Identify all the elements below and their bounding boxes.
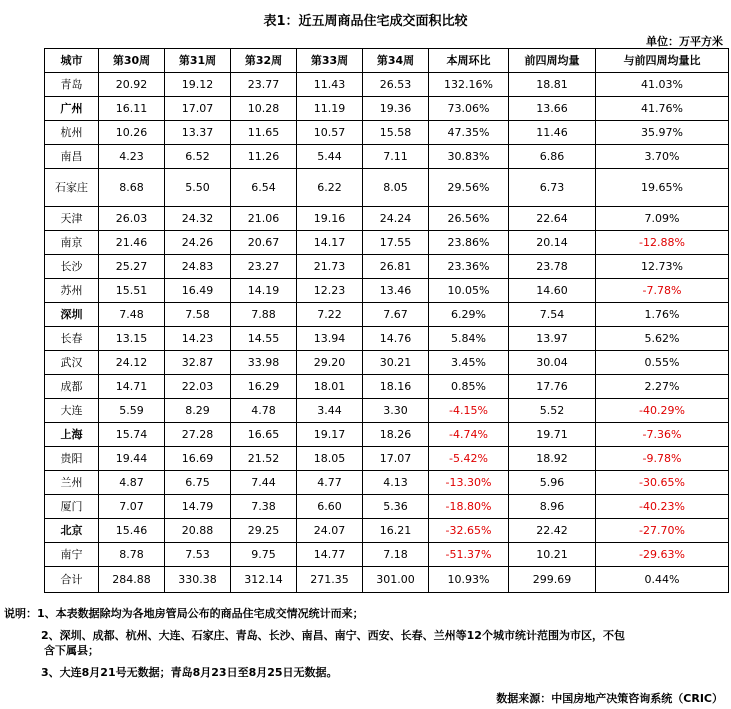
wow-cell: -13.30% [429, 471, 509, 495]
vs_avg-cell: -27.70% [596, 519, 729, 543]
table-row [45, 121, 729, 145]
w34-cell: 26.53 [363, 73, 429, 97]
city-cell: 贵阳 [45, 447, 99, 471]
w34-cell: 14.76 [363, 327, 429, 351]
avg4-cell: 22.64 [509, 207, 596, 231]
w31-cell: 13.37 [165, 121, 231, 145]
w33-cell: 10.57 [297, 121, 363, 145]
w31-cell: 24.83 [165, 255, 231, 279]
w30-cell: 4.23 [99, 145, 165, 169]
w34-cell: 17.55 [363, 231, 429, 255]
city-cell: 北京 [45, 519, 99, 543]
w30-cell: 16.11 [99, 97, 165, 121]
w33-cell: 6.22 [297, 169, 363, 207]
avg4-cell: 22.42 [509, 519, 596, 543]
w32-cell: 23.77 [231, 73, 297, 97]
table-row [45, 145, 729, 169]
avg4-cell: 17.76 [509, 375, 596, 399]
w33-cell: 18.05 [297, 447, 363, 471]
city-cell: 南昌 [45, 145, 99, 169]
w32-cell: 29.25 [231, 519, 297, 543]
w30-cell: 7.48 [99, 303, 165, 327]
city-cell: 广州 [45, 97, 99, 121]
avg4-cell: 6.86 [509, 145, 596, 169]
vs_avg-cell: -30.65% [596, 471, 729, 495]
w33-cell: 19.16 [297, 207, 363, 231]
city-cell: 武汉 [45, 351, 99, 375]
city-cell: 苏州 [45, 279, 99, 303]
table-row [45, 279, 729, 303]
w34-cell: 5.36 [363, 495, 429, 519]
w34-cell: 301.00 [363, 567, 429, 593]
header-avg4: 前四周均量 [509, 49, 596, 73]
w33-cell: 11.19 [297, 97, 363, 121]
vs_avg-cell: 3.70% [596, 145, 729, 169]
w32-cell: 7.88 [231, 303, 297, 327]
w32-cell: 16.29 [231, 375, 297, 399]
w31-cell: 16.69 [165, 447, 231, 471]
header-week-31: 第31周 [165, 49, 231, 73]
w34-cell: 8.05 [363, 169, 429, 207]
avg4-cell: 14.60 [509, 279, 596, 303]
city-cell: 深圳 [45, 303, 99, 327]
w30-cell: 8.68 [99, 169, 165, 207]
w33-cell: 7.22 [297, 303, 363, 327]
w30-cell: 7.07 [99, 495, 165, 519]
vs_avg-cell: -40.23% [596, 495, 729, 519]
w33-cell: 14.77 [297, 543, 363, 567]
w30-cell: 13.15 [99, 327, 165, 351]
data-source: 数据来源：中国房地产决策咨询系统（CRIC） [496, 692, 723, 705]
w30-cell: 19.44 [99, 447, 165, 471]
w31-cell: 6.75 [165, 471, 231, 495]
w33-cell: 271.35 [297, 567, 363, 593]
w31-cell: 6.52 [165, 145, 231, 169]
city-cell: 成都 [45, 375, 99, 399]
unit-label: 单位：万平方米 [646, 35, 723, 48]
w34-cell: 17.07 [363, 447, 429, 471]
vs_avg-cell: -9.78% [596, 447, 729, 471]
w32-cell: 9.75 [231, 543, 297, 567]
w31-cell: 14.23 [165, 327, 231, 351]
w34-cell: 30.21 [363, 351, 429, 375]
w32-cell: 14.19 [231, 279, 297, 303]
vs_avg-cell: 1.76% [596, 303, 729, 327]
table-row [45, 231, 729, 255]
note-2-continued: 含下属县； [44, 644, 99, 657]
w34-cell: 15.58 [363, 121, 429, 145]
wow-cell: 26.56% [429, 207, 509, 231]
city-cell: 青岛 [45, 73, 99, 97]
wow-cell: 73.06% [429, 97, 509, 121]
w33-cell: 18.01 [297, 375, 363, 399]
w34-cell: 18.26 [363, 423, 429, 447]
vs_avg-cell: 19.65% [596, 169, 729, 207]
w31-cell: 330.38 [165, 567, 231, 593]
notes [4, 606, 726, 687]
wow-cell: -4.15% [429, 399, 509, 423]
table-row [45, 303, 729, 327]
avg4-cell: 10.21 [509, 543, 596, 567]
avg4-cell: 7.54 [509, 303, 596, 327]
w33-cell: 4.77 [297, 471, 363, 495]
avg4-cell: 13.66 [509, 97, 596, 121]
w33-cell: 3.44 [297, 399, 363, 423]
table-row [45, 327, 729, 351]
w32-cell: 10.28 [231, 97, 297, 121]
w31-cell: 24.32 [165, 207, 231, 231]
header-wow: 本周环比 [429, 49, 509, 73]
w32-cell: 14.55 [231, 327, 297, 351]
note-2: 2、深圳、成都、杭州、大连、石家庄、青岛、长沙、南昌、南宁、西安、长春、兰州等12个城市统计范围为市区，不包 [41, 629, 625, 642]
w33-cell: 12.23 [297, 279, 363, 303]
city-cell: 大连 [45, 399, 99, 423]
avg4-cell: 5.96 [509, 471, 596, 495]
note-3: 3、大连8月21号无数据；青岛8月23日至8月25日无数据。 [41, 666, 338, 679]
w30-cell: 15.74 [99, 423, 165, 447]
w33-cell: 19.17 [297, 423, 363, 447]
w30-cell: 8.78 [99, 543, 165, 567]
w33-cell: 14.17 [297, 231, 363, 255]
w34-cell: 16.21 [363, 519, 429, 543]
w30-cell: 25.27 [99, 255, 165, 279]
table-title: 表1：近五周商品住宅成交面积比较 [263, 14, 468, 29]
vs_avg-cell: 2.27% [596, 375, 729, 399]
header-week-33: 第33周 [297, 49, 363, 73]
w32-cell: 6.54 [231, 169, 297, 207]
w30-cell: 15.46 [99, 519, 165, 543]
w32-cell: 312.14 [231, 567, 297, 593]
avg4-cell: 20.14 [509, 231, 596, 255]
city-cell: 石家庄 [45, 169, 99, 207]
avg4-cell: 8.96 [509, 495, 596, 519]
avg4-cell: 30.04 [509, 351, 596, 375]
table-row [45, 495, 729, 519]
avg4-cell: 19.71 [509, 423, 596, 447]
table-row [45, 351, 729, 375]
w32-cell: 33.98 [231, 351, 297, 375]
w31-cell: 20.88 [165, 519, 231, 543]
w31-cell: 22.03 [165, 375, 231, 399]
wow-cell: 23.36% [429, 255, 509, 279]
data-table [44, 48, 729, 593]
w30-cell: 24.12 [99, 351, 165, 375]
city-cell: 天津 [45, 207, 99, 231]
note-1: 说明：1、本表数据除均为各地房管局公布的商品住宅成交情况统计而来； [4, 607, 364, 620]
w30-cell: 14.71 [99, 375, 165, 399]
w30-cell: 284.88 [99, 567, 165, 593]
w32-cell: 4.78 [231, 399, 297, 423]
wow-cell: -18.80% [429, 495, 509, 519]
wow-cell: 6.29% [429, 303, 509, 327]
w32-cell: 11.65 [231, 121, 297, 145]
w31-cell: 7.58 [165, 303, 231, 327]
wow-cell: -51.37% [429, 543, 509, 567]
w32-cell: 16.65 [231, 423, 297, 447]
w31-cell: 32.87 [165, 351, 231, 375]
table-row [45, 73, 729, 97]
header-week-30: 第30周 [99, 49, 165, 73]
w30-cell: 26.03 [99, 207, 165, 231]
w34-cell: 7.11 [363, 145, 429, 169]
wow-cell: 10.05% [429, 279, 509, 303]
table-row [45, 543, 729, 567]
w34-cell: 24.24 [363, 207, 429, 231]
w31-cell: 5.50 [165, 169, 231, 207]
vs_avg-cell: 41.76% [596, 97, 729, 121]
w31-cell: 7.53 [165, 543, 231, 567]
city-cell: 南京 [45, 231, 99, 255]
wow-cell: 47.35% [429, 121, 509, 145]
city-cell: 上海 [45, 423, 99, 447]
wow-cell: -32.65% [429, 519, 509, 543]
w31-cell: 19.12 [165, 73, 231, 97]
w34-cell: 4.13 [363, 471, 429, 495]
w33-cell: 11.43 [297, 73, 363, 97]
table-row [45, 447, 729, 471]
w34-cell: 26.81 [363, 255, 429, 279]
header-week-32: 第32周 [231, 49, 297, 73]
wow-cell: 10.93% [429, 567, 509, 593]
vs_avg-cell: 0.55% [596, 351, 729, 375]
w33-cell: 21.73 [297, 255, 363, 279]
table-row [45, 375, 729, 399]
header-city: 城市 [45, 49, 99, 73]
wow-cell: 23.86% [429, 231, 509, 255]
wow-cell: -4.74% [429, 423, 509, 447]
table-row [45, 97, 729, 121]
avg4-cell: 13.97 [509, 327, 596, 351]
avg4-cell: 18.92 [509, 447, 596, 471]
wow-cell: 29.56% [429, 169, 509, 207]
w33-cell: 6.60 [297, 495, 363, 519]
w30-cell: 4.87 [99, 471, 165, 495]
w30-cell: 21.46 [99, 231, 165, 255]
total-row [45, 567, 729, 593]
w33-cell: 24.07 [297, 519, 363, 543]
w31-cell: 16.49 [165, 279, 231, 303]
avg4-cell: 6.73 [509, 169, 596, 207]
avg4-cell: 5.52 [509, 399, 596, 423]
table-row [45, 423, 729, 447]
city-cell: 长沙 [45, 255, 99, 279]
w33-cell: 5.44 [297, 145, 363, 169]
wow-cell: 5.84% [429, 327, 509, 351]
vs_avg-cell: 0.44% [596, 567, 729, 593]
header-week-34: 第34周 [363, 49, 429, 73]
city-cell: 长春 [45, 327, 99, 351]
avg4-cell: 18.81 [509, 73, 596, 97]
avg4-cell: 23.78 [509, 255, 596, 279]
w34-cell: 3.30 [363, 399, 429, 423]
w31-cell: 8.29 [165, 399, 231, 423]
wow-cell: 30.83% [429, 145, 509, 169]
w32-cell: 21.52 [231, 447, 297, 471]
vs_avg-cell: 12.73% [596, 255, 729, 279]
wow-cell: 0.85% [429, 375, 509, 399]
header-vs-avg: 与前四周均量比 [596, 49, 729, 73]
table-row [45, 255, 729, 279]
avg4-cell: 11.46 [509, 121, 596, 145]
w31-cell: 27.28 [165, 423, 231, 447]
w32-cell: 20.67 [231, 231, 297, 255]
vs_avg-cell: -40.29% [596, 399, 729, 423]
w32-cell: 11.26 [231, 145, 297, 169]
total-label: 合计 [45, 567, 99, 593]
wow-cell: 3.45% [429, 351, 509, 375]
table-row [45, 169, 729, 207]
w32-cell: 7.38 [231, 495, 297, 519]
city-cell: 南宁 [45, 543, 99, 567]
header-row [45, 49, 729, 73]
city-cell: 兰州 [45, 471, 99, 495]
w30-cell: 10.26 [99, 121, 165, 145]
vs_avg-cell: -7.36% [596, 423, 729, 447]
wow-cell: 132.16% [429, 73, 509, 97]
vs_avg-cell: 7.09% [596, 207, 729, 231]
w32-cell: 21.06 [231, 207, 297, 231]
vs_avg-cell: 35.97% [596, 121, 729, 145]
vs_avg-cell: 5.62% [596, 327, 729, 351]
w30-cell: 5.59 [99, 399, 165, 423]
w34-cell: 19.36 [363, 97, 429, 121]
w32-cell: 23.27 [231, 255, 297, 279]
table-row [45, 207, 729, 231]
vs_avg-cell: 41.03% [596, 73, 729, 97]
w34-cell: 13.46 [363, 279, 429, 303]
w31-cell: 17.07 [165, 97, 231, 121]
vs_avg-cell: -7.78% [596, 279, 729, 303]
table-row [45, 471, 729, 495]
w34-cell: 18.16 [363, 375, 429, 399]
wow-cell: -5.42% [429, 447, 509, 471]
vs_avg-cell: -12.88% [596, 231, 729, 255]
table-row [45, 399, 729, 423]
vs_avg-cell: -29.63% [596, 543, 729, 567]
w30-cell: 20.92 [99, 73, 165, 97]
w33-cell: 13.94 [297, 327, 363, 351]
table-row [45, 519, 729, 543]
w33-cell: 29.20 [297, 351, 363, 375]
w31-cell: 14.79 [165, 495, 231, 519]
w30-cell: 15.51 [99, 279, 165, 303]
w31-cell: 24.26 [165, 231, 231, 255]
city-cell: 杭州 [45, 121, 99, 145]
avg4-cell: 299.69 [509, 567, 596, 593]
w34-cell: 7.18 [363, 543, 429, 567]
w34-cell: 7.67 [363, 303, 429, 327]
city-cell: 厦门 [45, 495, 99, 519]
w32-cell: 7.44 [231, 471, 297, 495]
